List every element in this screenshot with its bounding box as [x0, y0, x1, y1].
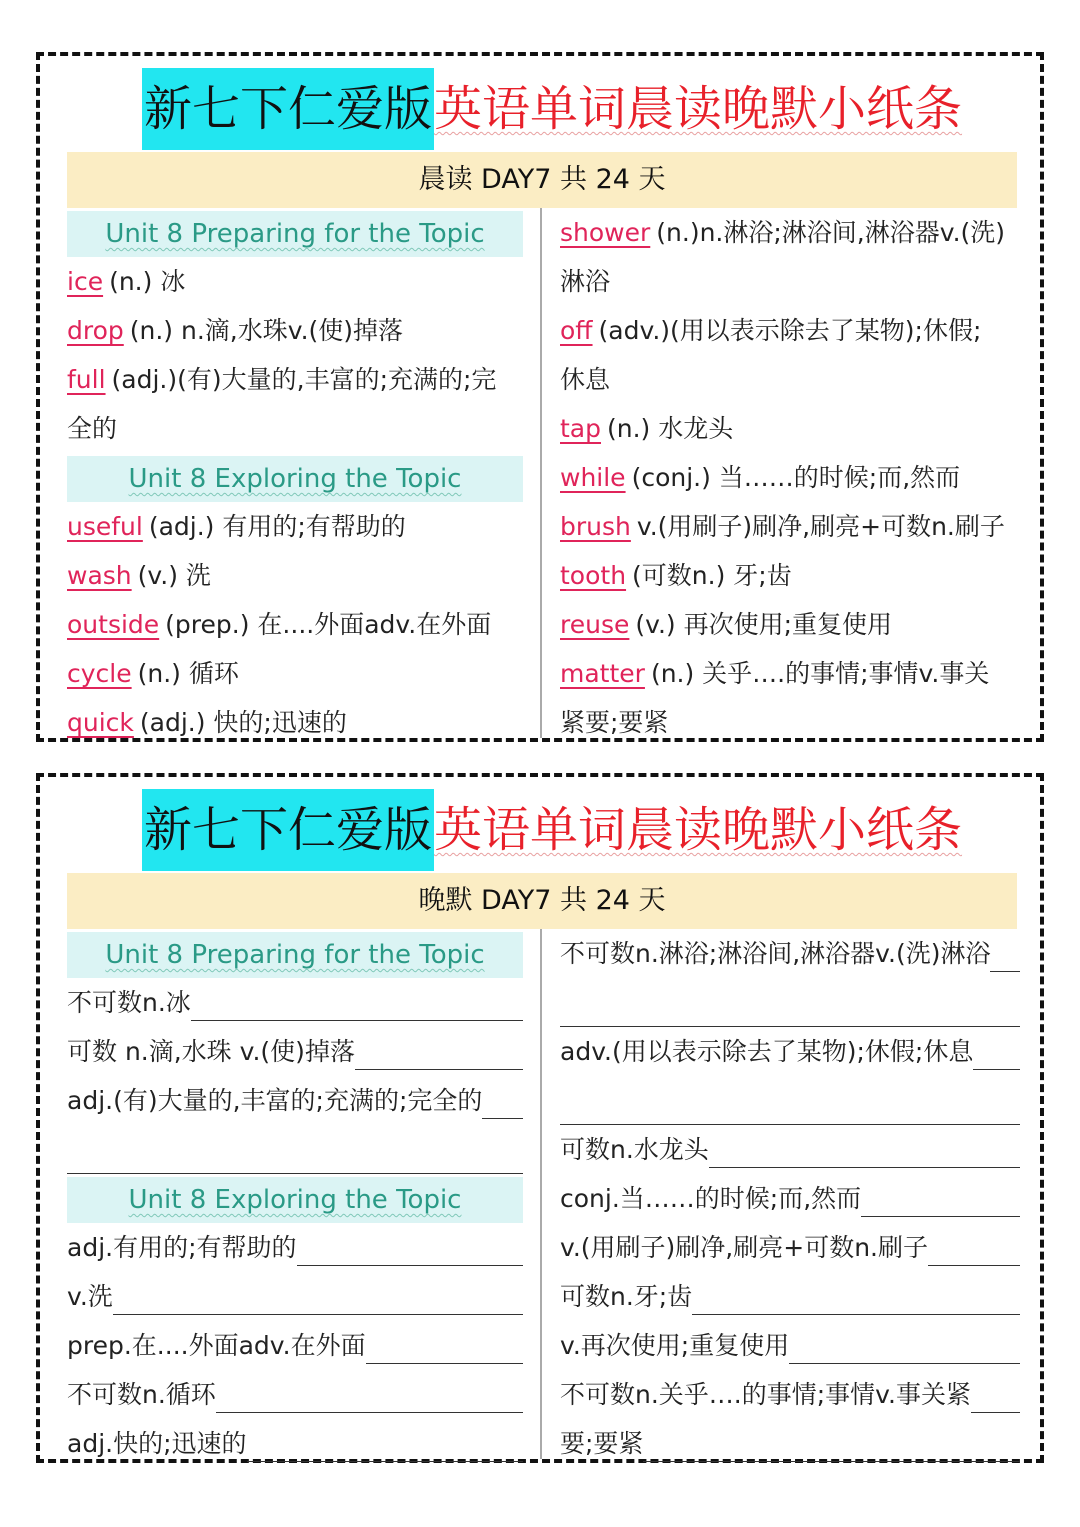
vocab-entry: [560, 208, 1020, 257]
answer-line[interactable]: [973, 1029, 1020, 1070]
vocab-definition: (v.) 洗: [137, 561, 211, 590]
vocab-entry: [67, 551, 523, 600]
answer-line[interactable]: [861, 1176, 1020, 1217]
answer-line[interactable]: [355, 1029, 523, 1070]
dictation-prompt: [560, 1125, 1020, 1174]
vocab-definition: (可数n.) 牙;齿: [632, 561, 792, 590]
vocab-definition: (v.) 再次使用;重复使用: [635, 610, 893, 639]
prompt-text: 不可数n.循环: [67, 1380, 216, 1409]
vocab-definition: (n.) 关乎….的事情;事情v.事关: [650, 659, 990, 688]
vocab-word: cycle: [67, 659, 132, 688]
answer-line[interactable]: [928, 1225, 1020, 1266]
column-divider: [540, 929, 542, 1459]
answer-line[interactable]: [247, 1421, 523, 1462]
answer-line[interactable]: [560, 978, 1020, 1027]
prompt-text: 要;要紧: [560, 1429, 644, 1458]
definition-continued: 休息: [560, 365, 611, 394]
vocab-word: wash: [67, 561, 132, 590]
vocab-entry: [560, 404, 1020, 453]
prompt-text: 不可数n.关乎….的事情;事情v.事关紧: [560, 1380, 971, 1409]
dictation-prompt: [560, 1419, 1020, 1468]
vocab-definition: (adj.) 快的;迅速的: [139, 708, 347, 737]
vocab-word: off: [560, 316, 593, 345]
definition-continued: 紧要;要紧: [560, 708, 669, 737]
prompt-text: v.洗: [67, 1282, 113, 1311]
prompt-text: prep.在....外面adv.在外面: [67, 1331, 366, 1360]
vocab-entry: [560, 600, 1020, 649]
right-column: [560, 929, 1020, 1468]
prompt-text: adj.有用的;有帮助的: [67, 1233, 297, 1262]
vocab-word: drop: [67, 316, 124, 345]
left-column: [67, 208, 523, 747]
dictation-prompt: [560, 1223, 1020, 1272]
vocab-word: ice: [67, 267, 104, 296]
vocab-entry: [67, 649, 523, 698]
card-title: [142, 789, 962, 871]
prompt-text: adv.(用以表示除去了某物);休假;休息: [560, 1037, 974, 1066]
vocab-word: tooth: [560, 561, 627, 590]
unit-heading-text: Unit 8 Exploring the Topic: [128, 464, 462, 494]
answer-line[interactable]: [971, 1372, 1020, 1413]
vocab-definition: (n.) 水龙头: [607, 414, 734, 443]
unit-heading: [67, 1177, 523, 1223]
vocab-entry: [560, 453, 1020, 502]
vocab-entry: [560, 502, 1020, 551]
answer-line[interactable]: [709, 1127, 1020, 1168]
vocab-word: brush: [560, 512, 631, 541]
dictation-prompt: [67, 1223, 523, 1272]
vocab-definition: (adv.)(用以表示除去了某物);休假;: [598, 316, 982, 345]
prompt-text: 可数 n.滴,水珠 v.(使)掉落: [67, 1037, 355, 1066]
vocab-word: useful: [67, 512, 143, 541]
title-main: 英语单词晨读晚默小纸条: [434, 81, 963, 137]
answer-line[interactable]: [113, 1274, 523, 1315]
answer-line[interactable]: [560, 1076, 1020, 1125]
dictation-prompt: [67, 1321, 523, 1370]
vocab-word: reuse: [560, 610, 630, 639]
dictation-prompt: [67, 978, 523, 1027]
answer-line[interactable]: [643, 1421, 1020, 1462]
answer-line[interactable]: [692, 1274, 1020, 1315]
evening-card: [36, 773, 1044, 1463]
prompt-text: 可数n.水龙头: [560, 1135, 709, 1164]
vocab-entry: [560, 649, 1020, 698]
vocab-word: matter: [560, 659, 645, 688]
vocab-word: quick: [67, 708, 134, 737]
answer-line[interactable]: [366, 1323, 523, 1364]
title-edition: 新七下仁爱版: [142, 789, 434, 871]
unit-heading: [67, 456, 523, 502]
prompt-text: 不可数n.淋浴;淋浴间,淋浴器v.(洗)淋浴: [560, 939, 991, 968]
answer-line[interactable]: [67, 1125, 523, 1174]
answer-line[interactable]: [297, 1225, 523, 1266]
vocab-entry: [67, 306, 523, 355]
vocab-definition: v.(用刷子)刷净,刷亮+可数n.刷子: [636, 512, 1005, 541]
left-column: [67, 929, 523, 1468]
prompt-text: adj.快的;迅速的: [67, 1429, 247, 1458]
dictation-prompt: [67, 1027, 523, 1076]
unit-heading-text: Unit 8 Preparing for the Topic: [105, 219, 485, 249]
definition-continued: 全的: [67, 414, 118, 443]
unit-heading-text: Unit 8 Preparing for the Topic: [105, 940, 485, 970]
dictation-prompt: [67, 1272, 523, 1321]
dictation-prompt: [560, 929, 1020, 978]
column-divider: [540, 208, 542, 738]
morning-card: [36, 52, 1044, 742]
title-main: 英语单词晨读晚默小纸条: [434, 802, 963, 858]
prompt-text: 不可数n.冰: [67, 988, 191, 1017]
unit-heading: [67, 932, 523, 978]
vocab-word: outside: [67, 610, 160, 639]
vocab-definition: (n.) n.滴,水珠v.(使)掉落: [129, 316, 404, 345]
vocab-definition: (n.) 循环: [137, 659, 239, 688]
dictation-prompt: [67, 1419, 523, 1468]
vocab-word: shower: [560, 218, 651, 247]
prompt-text: conj.当……的时候;而,然而: [560, 1184, 862, 1213]
unit-heading-text: Unit 8 Exploring the Topic: [128, 1185, 462, 1215]
dictation-prompt: [560, 1321, 1020, 1370]
prompt-text: v.(用刷子)刷净,刷亮+可数n.刷子: [560, 1233, 928, 1262]
vocab-word: tap: [560, 414, 601, 443]
answer-line[interactable]: [216, 1372, 523, 1413]
vocab-entry: [67, 502, 523, 551]
vocab-word: full: [67, 365, 106, 394]
vocab-entry: [67, 355, 523, 404]
right-column: [560, 208, 1020, 747]
prompt-text: 可数n.牙;齿: [560, 1282, 693, 1311]
vocab-entry: [67, 698, 523, 747]
dictation-prompt: [560, 1174, 1020, 1223]
vocab-entry: [67, 600, 523, 649]
vocab-definition: (prep.) 在....外面adv.在外面: [165, 610, 492, 639]
answer-line[interactable]: [990, 931, 1020, 972]
vocab-entry: [67, 257, 523, 306]
answer-line[interactable]: [191, 980, 523, 1021]
definition-continued: 淋浴: [560, 267, 611, 296]
vocab-definition: (adj.)(有)大量的,丰富的;充满的;完: [111, 365, 497, 394]
dictation-prompt: [560, 1272, 1020, 1321]
dictation-prompt: [67, 1076, 523, 1125]
vocab-word: while: [560, 463, 626, 492]
prompt-text: adj.(有)大量的,丰富的;充满的;完全的: [67, 1086, 483, 1115]
day-band: 晚默 DAY7 共 24 天: [67, 873, 1017, 929]
answer-line[interactable]: [789, 1323, 1020, 1364]
vocab-definition: (conj.) 当……的时候;而,然而: [631, 463, 961, 492]
card-title: [142, 68, 962, 150]
vocab-definition: (adj.) 有用的;有帮助的: [148, 512, 406, 541]
title-edition: 新七下仁爱版: [142, 68, 434, 150]
vocab-definition: (n.) 冰: [109, 267, 186, 296]
vocab-definition: (n.)n.淋浴;淋浴间,淋浴器v.(洗): [656, 218, 1006, 247]
answer-line[interactable]: [482, 1078, 523, 1119]
dictation-prompt: [560, 1027, 1020, 1076]
prompt-text: v.再次使用;重复使用: [560, 1331, 790, 1360]
day-band: 晨读 DAY7 共 24 天: [67, 152, 1017, 208]
unit-heading: [67, 211, 523, 257]
vocab-entry: [560, 551, 1020, 600]
dictation-prompt: [67, 1370, 523, 1419]
vocab-entry: [560, 306, 1020, 355]
dictation-prompt: [560, 1370, 1020, 1419]
